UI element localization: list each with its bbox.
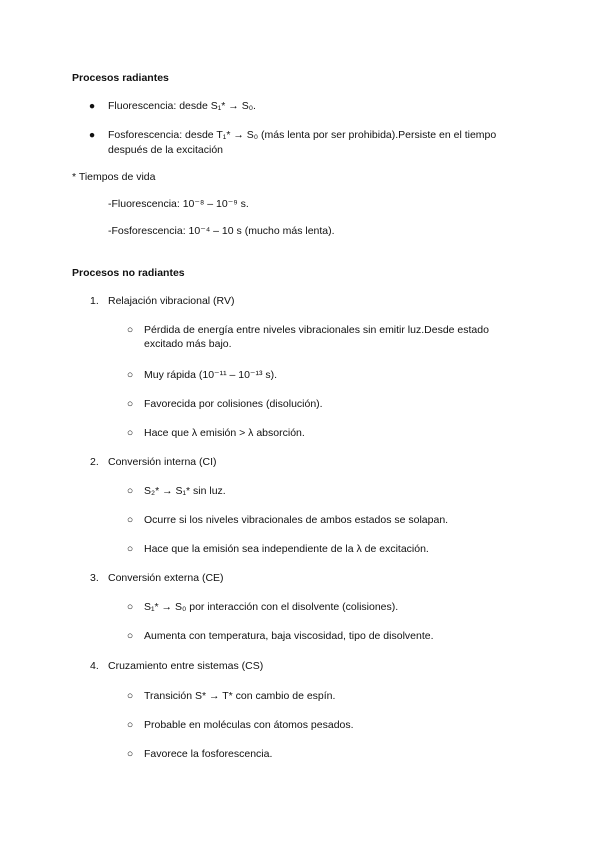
sub-item: Probable en moléculas con átomos pesados. <box>144 719 354 731</box>
item-relajacion-vibracional: Relajación vibracional (RV) <box>108 295 235 307</box>
sub-bullet-marker: ○ <box>126 690 134 702</box>
sub-item: Pérdida de energía entre niveles vibracionales sin emitir luz.Desde estado <box>144 324 489 336</box>
sub-item: S₂* → S₁* sin luz. <box>144 485 226 497</box>
lifetime-fosforescencia: -Fosforescencia: 10⁻⁴ – 10 s (mucho más lenta). <box>108 225 335 237</box>
bullet-fluorescencia: Fluorescencia: desde S₁* → S₀. <box>108 100 256 112</box>
sub-item-cont: excitado más bajo. <box>144 338 232 350</box>
sub-item: Transición S* → T* con cambio de espín. <box>144 690 336 702</box>
list-number: 4. <box>90 660 99 672</box>
sub-bullet-marker: ○ <box>126 485 134 497</box>
bullet-fosforescencia-cont: después de la excitación <box>108 144 223 156</box>
item-conversion-externa: Conversión externa (CE) <box>108 572 224 584</box>
lifetime-fluorescencia: -Fluorescencia: 10⁻⁸ – 10⁻⁹ s. <box>108 198 249 210</box>
sub-bullet-marker: ○ <box>126 719 134 731</box>
sub-item: Favorece la fosforescencia. <box>144 748 273 760</box>
section-title-radiantes: Procesos radiantes <box>72 72 169 84</box>
sub-bullet-marker: ○ <box>126 630 134 642</box>
sub-bullet-marker: ○ <box>126 748 134 760</box>
sub-item: Ocurre si los niveles vibracionales de ambos estados se solapan. <box>144 514 449 526</box>
bullet-fosforescencia: Fosforescencia: desde T₁* → S₀ (más lenta por ser prohibida).Persiste en el tiempo <box>108 129 497 141</box>
sub-item: Hace que λ emisión > λ absorción. <box>144 427 305 439</box>
item-cruzamiento-sistemas: Cruzamiento entre sistemas (CS) <box>108 660 264 672</box>
sub-item: Favorecida por colisiones (disolución). <box>144 398 323 410</box>
sub-bullet-marker: ○ <box>126 514 134 526</box>
sub-item: Muy rápida (10⁻¹¹ – 10⁻¹³ s). <box>144 369 278 381</box>
lifetimes-note: * Tiempos de vida <box>72 171 156 183</box>
bullet-marker: ● <box>88 129 96 141</box>
sub-bullet-marker: ○ <box>126 543 134 555</box>
sub-bullet-marker: ○ <box>126 427 134 439</box>
item-conversion-interna: Conversión interna (CI) <box>108 456 217 468</box>
list-number: 1. <box>90 295 99 307</box>
section-title-no-radiantes: Procesos no radiantes <box>72 267 185 279</box>
list-number: 3. <box>90 572 99 584</box>
sub-bullet-marker: ○ <box>126 398 134 410</box>
sub-bullet-marker: ○ <box>126 601 134 613</box>
sub-bullet-marker: ○ <box>126 369 134 381</box>
bullet-marker: ● <box>88 100 96 112</box>
sub-item: S₁* → S₀ por interacción con el disolvente (colisiones). <box>144 601 399 613</box>
list-number: 2. <box>90 456 99 468</box>
sub-item: Hace que la emisión sea independiente de la λ de excitación. <box>144 543 429 555</box>
sub-item: Aumenta con temperatura, baja viscosidad, tipo de disolvente. <box>144 630 434 642</box>
sub-bullet-marker: ○ <box>126 324 134 336</box>
